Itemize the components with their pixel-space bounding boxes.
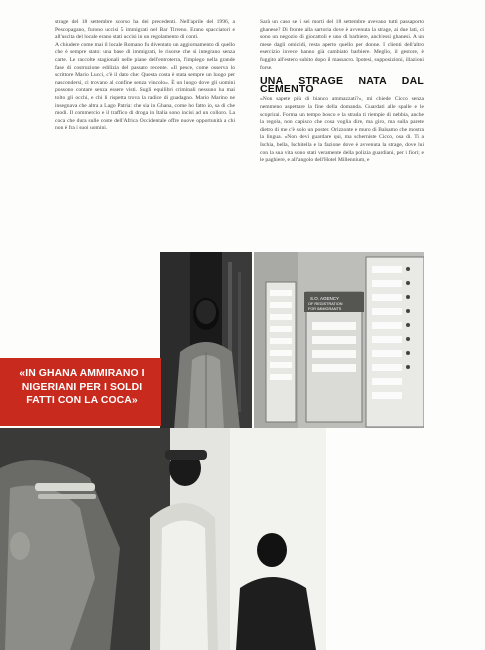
article-paragraph: Sarà un caso se i sei morti del 18 settembre avevano tutti passaporto ghanese? Di fronte alla sartoria dove è avvenuta la strage, ai due lati, ci sono un negozio di giocattoli e uno di barbiere, anch'essi ghanesi. A un mese dagli omicidi, resta aperto quello per donne. I clienti dell'altro esercizio invece hanno già cambiato barbiere. Meglio, il gestore, è fuggito all'estero subito dopo il massacro. Ipotesi, supposizioni, illazioni forse. [260,19,424,71]
photo-group-men [0,428,326,650]
sign-line-1: S.O. AGENCY [310,296,340,301]
photo-doorbell-panel-image [254,252,424,428]
article-paragraph: «Non sapete più di bianco ammazzati?», mi chiede Cicco senza nemmeno aspettare la fine della domanda. Guardati alle spalle e le scoprirai. Forma un tempo bosco e la strada ti riempie di nebbia, anche la regola, non capisco che cosa voglia dire, ma giro, ma sulla parete dietro di me c'è solo un poster. Orizzonte e muro di Balsamo che mostra la lingua. «Non devi guardare qui, ma scherniste Cicco, osa di. Ti a Ischia, bella, Ischitella e la fazione dove è avvenuta la strage, dove lui con la sua vita sono stati veramente della polizia guardiani, per i fiori; e le paghiere, e all'angolo dell'Hotel Millennium, e [260,96,424,164]
sign-line-3: FOR IMMIGRANTS [308,307,342,311]
sign-line-2: OF REGISTRATION [308,302,343,306]
pull-quote-box [0,358,161,426]
photo-doorbell-panel [254,252,424,428]
article-paragraph: A chiudere come mai il locale Romano fu diventato un aggiornamento di quello che è sempre stato: una base di immigrati, le risorse che si integrano senza carte. Le raccolte stagionali nelle piane dell'entroterra, l'impiego nella grande fase di costruzione edilizia del passato recente. «Il pesce, come osserva lo scrittore Mario Lucci, c'è il dato che: Questa costa è stata sempre un luogo per nascondersi, ci trovano al confine senza vincolo». È un luogo dove gli uomini possono contare senza essere visti. Sugli equilibri criminali nessuno ha mai tolto gli occhi, e chi li rispetta trova la radice di guadagno. Mario Marino ne insegnava che altra a Lago Patria: che sia in Ghana, come ho fatto io, sa di che modi. Il commercio e il traffico di droga in Italia sono incisi ad un colloro. La coca che dura sulle coste dell'Africa Occidentale offre nuove opportunità a chi non è fra i suoi uomini. [55,41,235,132]
photo-man-doorway [160,252,252,430]
pull-quote-text: «IN GHANA AMMIRANO I NIGERIANI PER I SOLDI FATTI CON LA COCA» [19,368,145,406]
article-paragraph: strage del 18 settembre scorso ha dei precedenti. Nell'aprile del 1996, a Pescopagano, furono uccisi 5 immigrati nel Bar Tirreno. Erano spacciatori e all'uscita del locale erano stati uccisi in un regolamento di conti. [55,19,235,41]
section-subheading: UNA STRAGE NATA DAL CEMENTO [260,75,424,95]
photo-man-doorway-image [160,252,252,430]
article-right-column [260,19,424,165]
article-left-column [55,19,235,133]
photo-group-men-image [0,428,326,650]
